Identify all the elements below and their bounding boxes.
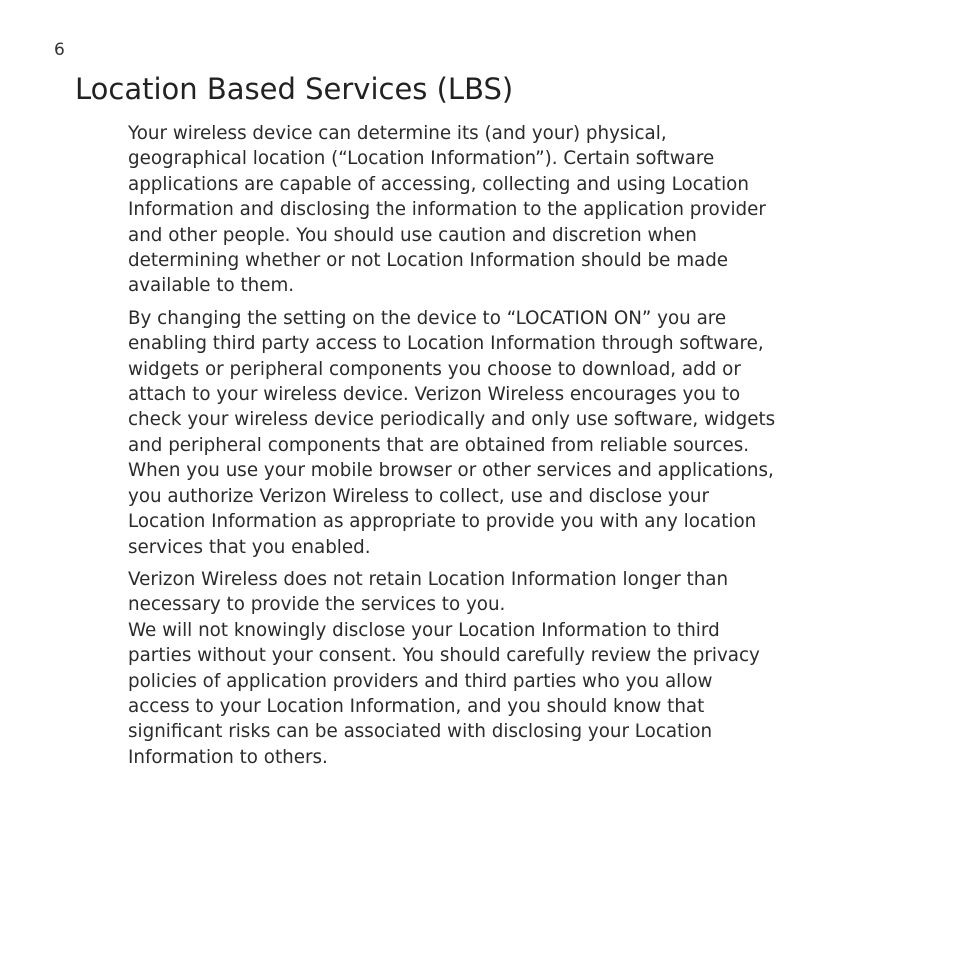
text-line: Location Information as appropriate to provide you with any location	[128, 511, 757, 533]
text-line: applications are capable of accessing, collecting and using Location	[128, 173, 749, 195]
text-line: When you use your mobile browser or other services and applications,	[128, 460, 774, 482]
page-title: Location Based Services (LBS)	[75, 72, 514, 106]
text-line: attach to your wireless device. Verizon Wireless encourages you to	[128, 384, 741, 406]
text-line: determining whether or not Location Information should be made	[128, 250, 729, 272]
text-line: services that you enabled.	[128, 536, 371, 558]
text-line: policies of application providers and third parties who you allow	[128, 670, 713, 692]
page-number: 6	[54, 40, 65, 60]
text-line: Verizon Wireless does not retain Location Information longer than	[128, 568, 729, 590]
text-line: you authorize Verizon Wireless to collect, use and disclose your	[128, 485, 710, 507]
text-line: necessary to provide the services to you.	[128, 594, 506, 616]
paragraph-retention-disclosure	[128, 567, 868, 770]
body-text	[128, 121, 868, 777]
paragraph-location-on-setting	[128, 306, 868, 560]
text-line: geographical location (“Location Information”). Certain software	[128, 148, 715, 170]
text-line: check your wireless device periodically and only use software, widgets	[128, 409, 776, 431]
text-line: access to your Location Information, and you should know that	[128, 695, 705, 717]
text-line: and other people. You should use caution and discretion when	[128, 224, 697, 246]
text-line: and peripheral components that are obtained from reliable sources.	[128, 434, 750, 456]
text-line: parties without your consent. You should carefully review the privacy	[128, 645, 760, 667]
paragraph-location-information	[128, 121, 868, 299]
text-line: widgets or peripheral components you choose to download, add or	[128, 358, 741, 380]
text-line: available to them.	[128, 275, 295, 297]
text-line: Information and disclosing the information to the application provider	[128, 199, 766, 221]
text-line: Information to others.	[128, 746, 328, 768]
text-line: Your wireless device can determine its (and your) physical,	[128, 123, 667, 144]
text-line: enabling third party access to Location Information through software,	[128, 333, 764, 355]
text-line: We will not knowingly disclose your Location Information to third	[128, 619, 720, 641]
text-line: significant risks can be associated with disclosing your Location	[128, 721, 713, 743]
text-line: By changing the setting on the device to “LOCATION ON” you are	[128, 307, 727, 329]
